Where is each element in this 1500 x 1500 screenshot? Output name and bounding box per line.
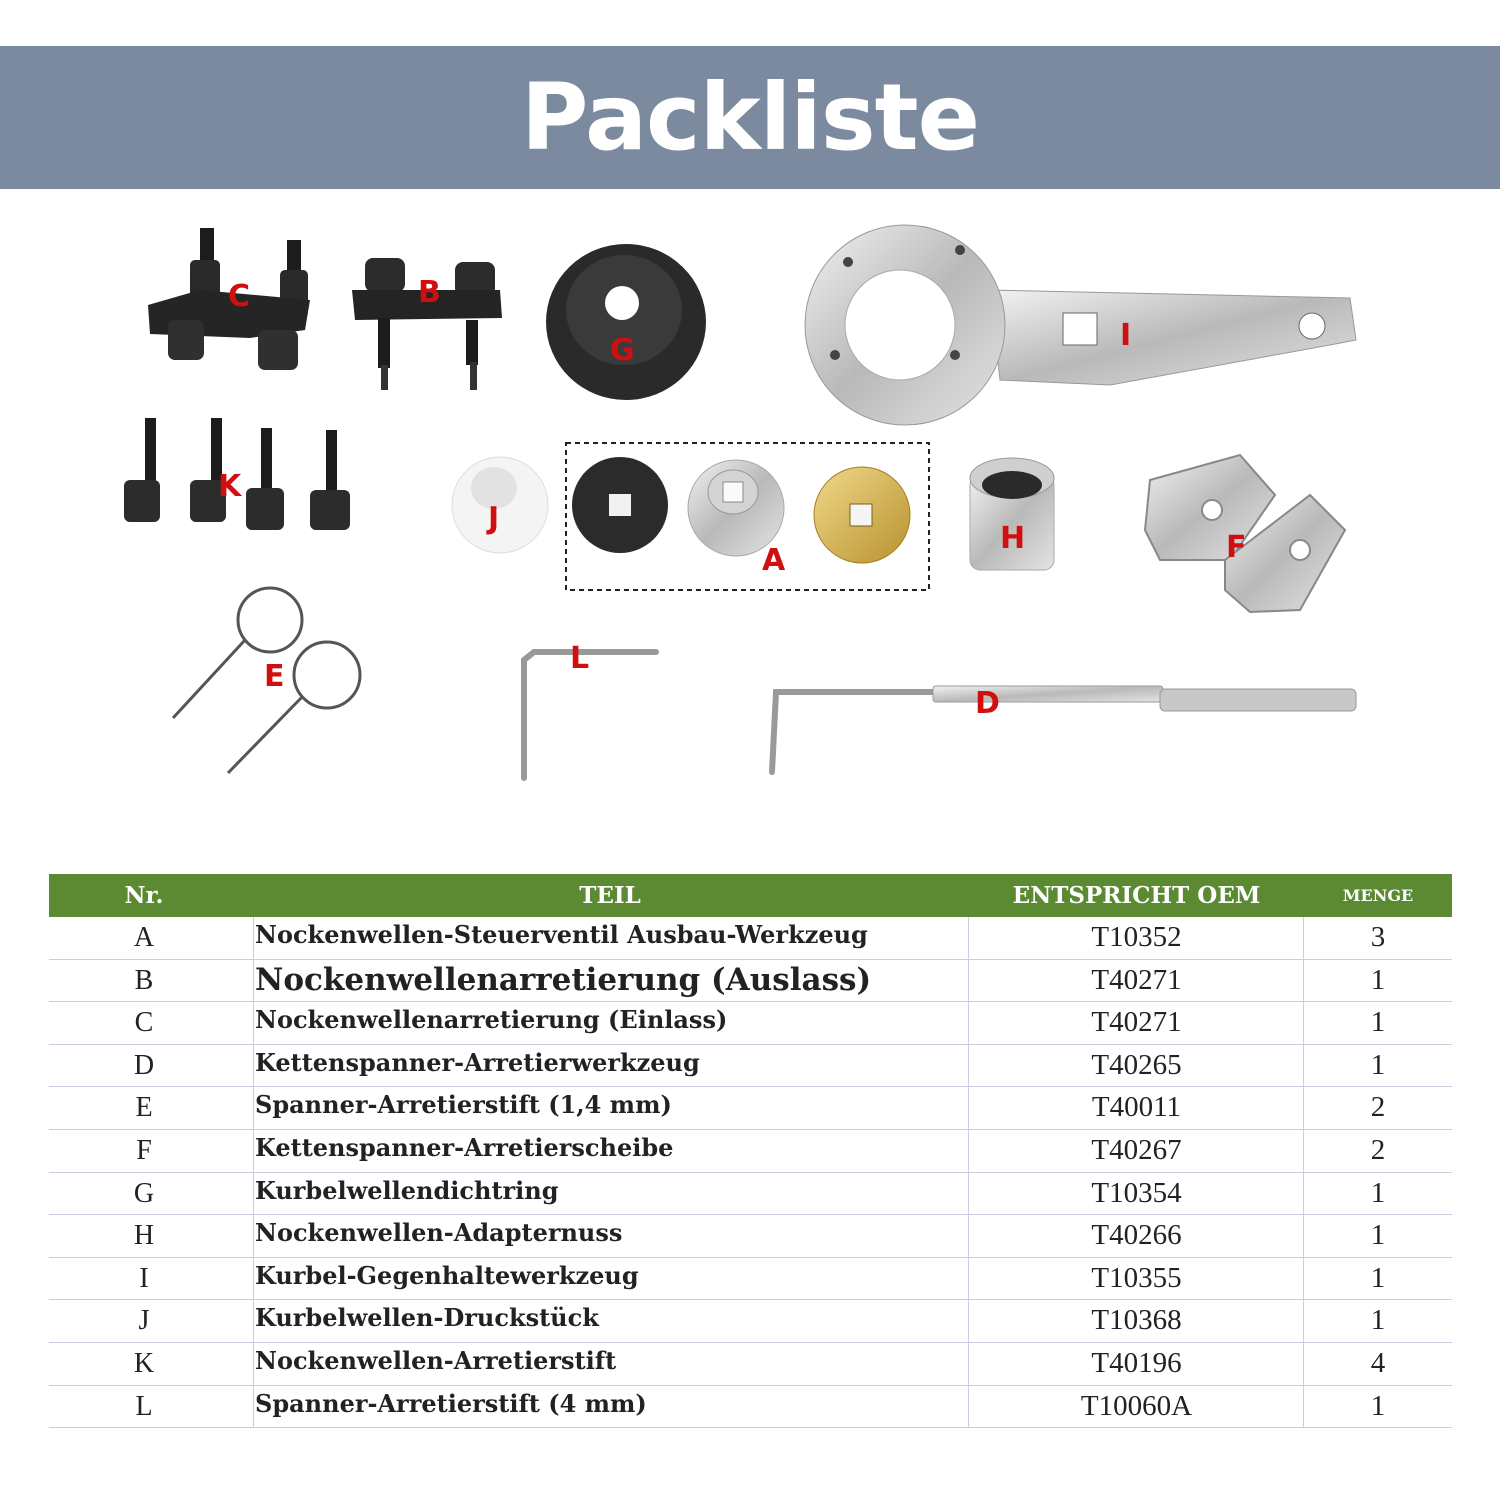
row-teil: Kettenspanner-Arretierwerkzeug [255,1047,700,1077]
row-nr: B [134,964,154,996]
row-nr: G [133,1177,155,1209]
table-header [49,874,1452,917]
table-row [49,1300,1452,1343]
page-title: Packliste [521,64,979,171]
table-body [49,917,1452,1428]
row-oem: T40266 [1091,1219,1182,1252]
row-menge: 1 [1370,1176,1386,1209]
table-row [49,1173,1452,1216]
row-oem: T10368 [1091,1304,1182,1337]
row-oem: T40271 [1091,1006,1182,1039]
row-oem: T40267 [1091,1133,1182,1166]
row-teil: Nockenwellen-Arretierstift [255,1345,617,1375]
tool-j-image [452,457,548,553]
table-row [49,1002,1452,1045]
row-nr: C [134,1007,154,1039]
row-teil: Kurbel-Gegenhaltewerkzeug [255,1260,639,1290]
label-b: B [418,275,441,310]
tool-a-image [572,457,910,563]
row-menge: 1 [1370,963,1386,996]
row-nr: A [133,922,155,953]
table-row [49,1130,1452,1173]
header-banner [0,46,1500,189]
column-menge: MENGE [1342,886,1414,905]
table-row [49,960,1452,1003]
parts-table [49,874,1452,1428]
row-oem: T10352 [1091,921,1182,953]
row-teil: Nockenwellen-Steuerventil Ausbau-Werkzeug [255,920,868,949]
row-nr: H [133,1220,155,1252]
row-teil: Kettenspanner-Arretierscheibe [255,1132,674,1162]
row-menge: 3 [1370,921,1386,953]
row-teil: Kurbelwellen-Druckstück [255,1303,599,1333]
table-row [49,1343,1452,1386]
tool-g-image [546,244,706,400]
row-teil: Nockenwellenarretierung (Auslass) [255,961,872,998]
row-menge: 1 [1370,1304,1386,1337]
row-teil: Kurbelwellendichtring [255,1175,559,1205]
row-oem: T10060A [1080,1389,1193,1422]
label-d: D [975,686,1000,721]
table-row [49,1087,1452,1130]
label-c: C [228,279,251,314]
row-nr: E [135,1092,153,1124]
label-h: H [1000,521,1026,556]
row-teil: Spanner-Arretierstift (4 mm) [255,1388,647,1418]
tool-d-image [772,686,1356,772]
row-nr: J [138,1305,150,1337]
column-teil: TEIL [579,882,641,909]
table-row [49,1215,1452,1258]
row-teil: Nockenwellen-Adapternuss [255,1218,623,1248]
tools-photo [0,200,1500,840]
label-f: F [1226,530,1247,565]
tool-i-image [805,225,1356,425]
row-oem: T10354 [1091,1176,1182,1209]
row-oem: T40271 [1091,963,1182,996]
column-nr: Nr. [124,882,164,909]
table-row [49,1258,1452,1301]
table-row [49,1045,1452,1088]
label-g: G [610,333,635,368]
row-oem: T40011 [1091,1091,1182,1124]
row-menge: 1 [1370,1219,1386,1252]
row-nr: I [139,1262,149,1294]
row-oem: T40265 [1091,1048,1182,1081]
row-nr: K [133,1347,155,1379]
row-menge: 2 [1370,1133,1386,1166]
table-row [49,1386,1452,1429]
row-teil: Nockenwellenarretierung (Einlass) [255,1005,728,1035]
column-oem: ENTSPRICHT OEM [1012,882,1261,909]
label-k: K [218,469,242,504]
tool-l-image [524,652,656,778]
row-teil: Spanner-Arretierstift (1,4 mm) [255,1090,672,1120]
row-oem: T10355 [1091,1261,1182,1294]
label-i: I [1120,318,1132,353]
row-nr: D [133,1049,155,1081]
row-menge: 4 [1370,1346,1386,1379]
row-nr: L [135,1390,153,1422]
row-menge: 1 [1370,1389,1386,1422]
row-menge: 2 [1370,1091,1386,1124]
label-l: L [570,641,590,676]
row-menge: 1 [1370,1261,1386,1294]
row-oem: T40196 [1091,1346,1182,1379]
label-j: J [488,501,500,536]
label-a: A [762,543,786,578]
label-e: E [264,659,285,694]
row-nr: F [136,1134,152,1166]
row-menge: 1 [1370,1006,1386,1039]
table-row [49,917,1452,960]
row-menge: 1 [1370,1048,1386,1081]
